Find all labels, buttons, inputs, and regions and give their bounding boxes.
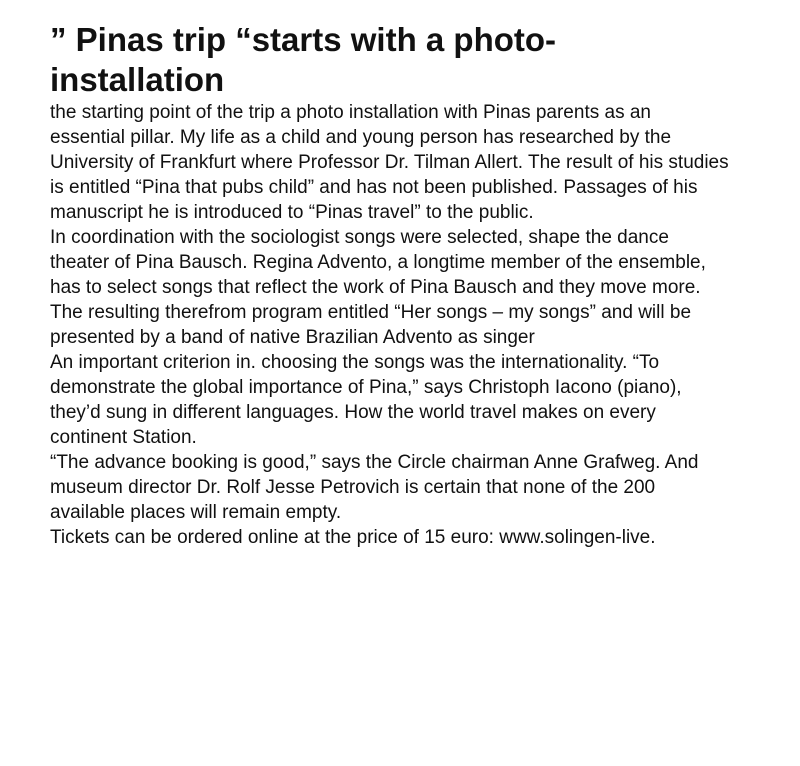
article-paragraph: In coordination with the sociologist songs were selected, shape the dance theater of Pina Bausch. Regina Advento, a longtime member of the ensemble, has to select songs that reflect the work of Pina Bausch and they move more. The resulting therefrom program entitled “Her songs – my songs” and will be presented by a band of native Brazilian Advento as singer (50, 227, 706, 348)
article-paragraph: “The advance booking is good,” says the Circle chairman Anne Grafweg. And museum director Dr. Rolf Jesse Petrovich is certain that none of the 200 available places will remain empty. (50, 452, 699, 523)
article-title: ” Pinas trip “starts with a photo-installation (50, 21, 557, 98)
article-paragraph: An important criterion in. choosing the songs was the internationality. “To demonstrate the global importance of Pina,” says Christoph Iacono (piano), they’d sung in different languages. How the world travel makes on every continent Station. (50, 352, 682, 448)
article-body (50, 100, 730, 550)
article (50, 20, 730, 550)
article-paragraph: Tickets can be ordered online at the price of 15 euro: www.solingen-live. (50, 527, 656, 548)
article-paragraph: the starting point of the trip a photo installation with Pinas parents as an essential pillar. My life as a child and young person has researched by the University of Frankfurt where Professor Dr. Tilman Allert. The result of his studies is entitled “Pina that pubs child” and has not been published. Passages of his manuscript he is introduced to “Pinas travel” to the public. (50, 102, 729, 223)
